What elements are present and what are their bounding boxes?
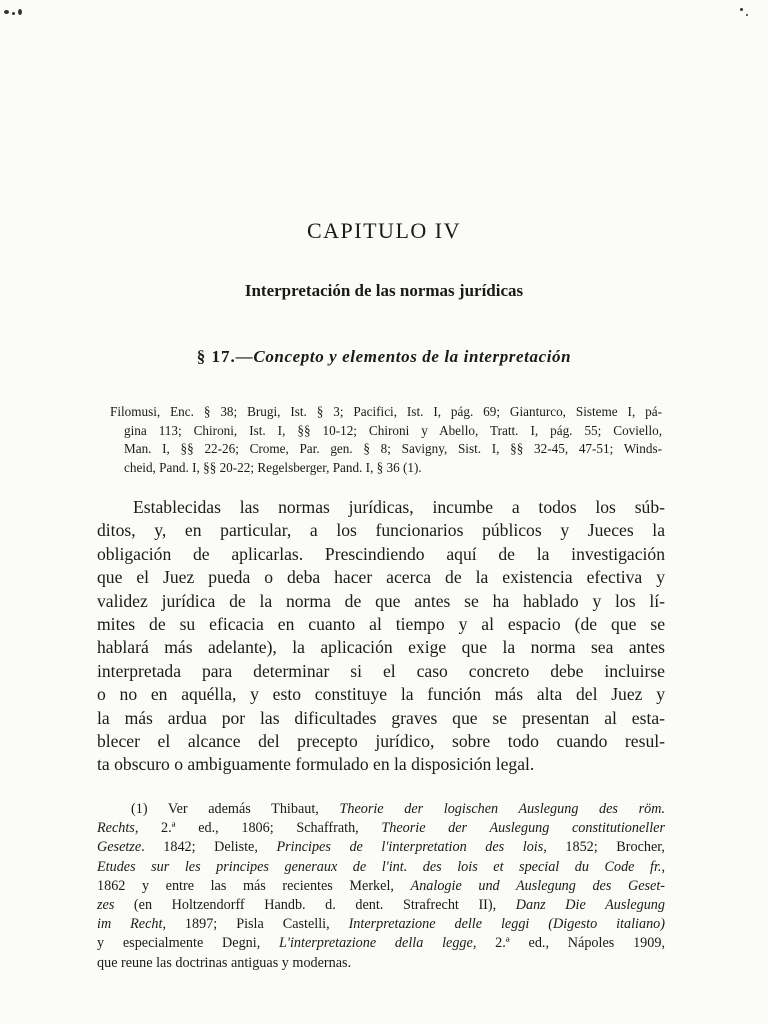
footnote-citation-title: Etudes sur les principes generaux de l'int. des lois et special du Code fr.: [97, 858, 662, 875]
footnote-citation-title: Theorie der logischen Auslegung des röm.: [339, 801, 665, 817]
footnote-text: y especialmente Degni,: [97, 935, 280, 952]
chapter-title: CAPITULO IV: [307, 218, 461, 243]
bibliography-block: [110, 403, 662, 478]
bibliography-line: gina 113; Chironi, Ist. I, §§ 10-12; Chironi y Abello, Tratt. I, pág. 55; Coviello,: [124, 422, 662, 438]
footnote-citation-title: Rechts: [97, 820, 135, 837]
body-line: ta obscuro o ambiguamente formulado en la disposición legal.: [97, 754, 535, 775]
body-line: la más ardua por las dificultades graves que se presentan al esta-: [97, 707, 665, 728]
scan-speck: [746, 14, 748, 16]
footnote-text: , 1897; Pisla Castelli,: [162, 916, 349, 933]
footnote-text: , 2.ª ed., Nápoles 1909,: [472, 935, 666, 952]
footnote-citation-title: Theorie der Auslegung constitutioneller: [381, 820, 665, 837]
footnote-line: [97, 800, 665, 819]
footnote-line: [97, 934, 665, 953]
body-line: o no en aquélla, y esto constituye la función más alta del Juez y: [97, 684, 665, 705]
scan-speck: [18, 9, 22, 15]
footnote-citation-title: L'interpretazione della legge: [279, 935, 473, 952]
footnote-line: [97, 877, 665, 896]
scan-speck: [4, 10, 9, 14]
footnote-text: , 2.ª ed., 1806; Schaffrath,: [134, 820, 382, 837]
footnote-line: [97, 819, 665, 838]
footnote-line: [97, 896, 665, 915]
footnote-line: [97, 838, 665, 857]
body-line: hablará más adelante), la aplicación exige que la norma sea antes: [97, 637, 665, 658]
body-line: mites de su eficacia en cuanto al tiempo y al espacio (de que se: [97, 614, 665, 635]
footnote-text: , 1852; Brocher,: [543, 839, 665, 856]
footnote-text: ,: [661, 858, 665, 875]
footnote-citation-title: zes: [97, 897, 115, 914]
footnote-text: 1862 y entre las más recientes Merkel,: [97, 877, 411, 894]
body-line: validez jurídica de la norma de que antes se ha hablado y los lí-: [97, 590, 665, 611]
scan-speck: [740, 8, 743, 11]
section-title: —Concepto y elementos de la interpretación: [235, 347, 572, 366]
section-heading: [0, 347, 768, 367]
chapter-subtitle: Interpretación de las normas jurídicas: [244, 281, 524, 300]
footnote-citation-title: Principes de l'interpretation des lois: [276, 839, 544, 856]
body-line: interpretada para determinar si el caso concreto debe incluirse: [97, 660, 665, 681]
footnote-citation-title: im Recht: [97, 916, 163, 933]
footnote-line: [97, 915, 665, 934]
body-line: ditos, y, en particular, a los funcionarios públicos y Jueces la: [97, 520, 665, 541]
bibliography-line: cheid, Pand. I, §§ 20-22; Regelsberger, Pand. I, § 36 (1).: [124, 460, 422, 476]
footnote-citation-title: Analogie und Auslegung des Geset-: [410, 877, 665, 894]
bibliography-line: Man. I, §§ 22-26; Crome, Par. gen. § 8; Savigny, Sist. I, §§ 32-45, 47-51; Winds-: [124, 441, 662, 457]
footnote-citation-title: Gesetze: [97, 839, 142, 856]
footnote-text: . 1842; Deliste,: [141, 839, 277, 856]
footnote-citation-title: Interpretazione delle leggi (Digesto italiano): [348, 916, 665, 933]
body-line: Establecidas las normas jurídicas, incumbe a todos los súb-: [133, 497, 665, 517]
footnote-line: [97, 858, 665, 877]
footnote-line: [97, 954, 665, 973]
bibliography-line: Filomusi, Enc. § 38; Brugi, Ist. § 3; Pacifici, Ist. I, pág. 69; Gianturco, Sisteme I, pá-: [110, 404, 662, 419]
body-line: blecer el alcance del precepto jurídico, sobre todo cuando resul-: [97, 731, 665, 752]
footnote-text: que reune las doctrinas antiguas y modernas.: [97, 954, 352, 971]
section-number: § 17.: [196, 347, 236, 366]
body-line: obligación de aplicarlas. Prescindiendo aquí de la investigación: [97, 543, 665, 564]
footnote-block: [97, 800, 665, 973]
scan-speck: [12, 12, 15, 15]
footnote-text: (en Holtzendorff Handb. d. dent. Strafrecht II),: [114, 897, 516, 914]
body-paragraph: [97, 496, 665, 777]
body-line: que el Juez pueda o deba hacer acerca de la existencia efectiva y: [97, 567, 665, 588]
footnote-citation-title: Danz Die Auslegung: [515, 897, 665, 914]
footnote-text: (1) Ver además Thibaut,: [131, 801, 340, 817]
